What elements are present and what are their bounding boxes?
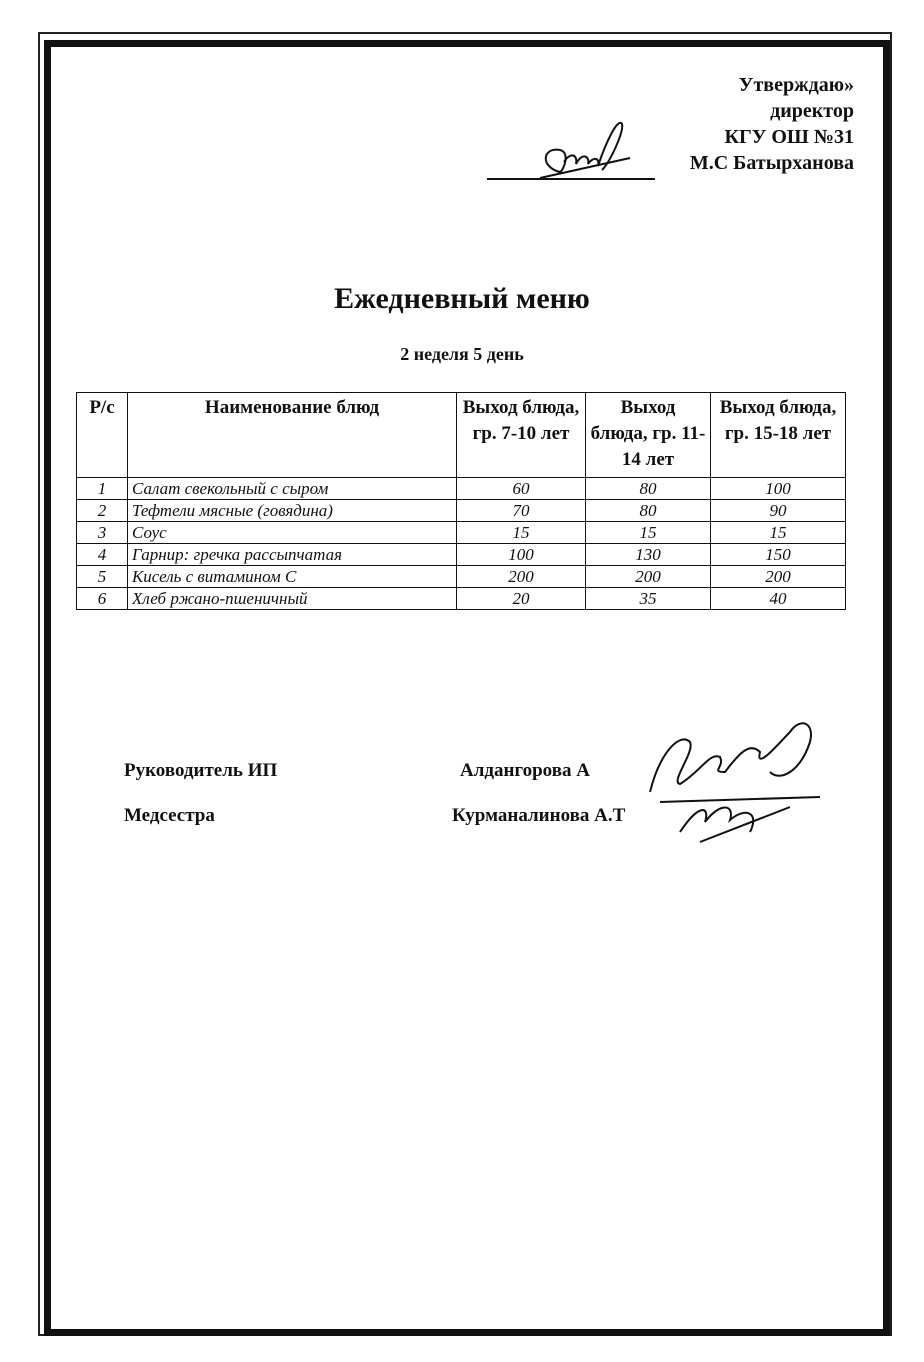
table-row <box>77 478 846 500</box>
cell-yield-15-18: 100 <box>711 478 846 500</box>
cell-yield-15-18: 40 <box>711 588 846 610</box>
cell-yield-15-18: 150 <box>711 544 846 566</box>
cell-index: 6 <box>77 588 128 610</box>
cell-index: 4 <box>77 544 128 566</box>
header-dish-name: Наименование блюд <box>128 393 457 478</box>
cell-dish-name: Тефтели мясные (говядина) <box>128 500 457 522</box>
page-subtitle: 2 неделя 5 день <box>400 344 524 364</box>
cell-yield-15-18: 200 <box>711 566 846 588</box>
header-yield-11-14: Выход блюда, гр. 11-14 лет <box>586 393 711 478</box>
approval-line: Утверждаю» <box>738 74 854 96</box>
menu-table <box>76 392 846 610</box>
table-header-row <box>77 393 846 478</box>
approval-organization: КГУ ОШ №31 <box>724 126 854 148</box>
cell-yield-7-10: 20 <box>457 588 586 610</box>
staff-signatures <box>640 712 830 852</box>
cell-index: 3 <box>77 522 128 544</box>
name-nurse: Курманалинова А.Т <box>452 805 626 826</box>
header-index: Р/с <box>77 393 128 478</box>
header-yield-7-10: Выход блюда, гр. 7-10 лет <box>457 393 586 478</box>
role-nurse: Медсестра <box>124 805 215 826</box>
cell-yield-7-10: 60 <box>457 478 586 500</box>
cell-yield-7-10: 15 <box>457 522 586 544</box>
cell-dish-name: Кисель с витамином С <box>128 566 457 588</box>
role-head: Руководитель ИП <box>124 760 278 781</box>
director-signature <box>530 112 640 182</box>
table-row <box>77 544 846 566</box>
cell-dish-name: Салат свекольный с сыром <box>128 478 457 500</box>
cell-dish-name: Хлеб ржано-пшеничный <box>128 588 457 610</box>
cell-yield-15-18: 90 <box>711 500 846 522</box>
cell-yield-7-10: 200 <box>457 566 586 588</box>
cell-yield-11-14: 80 <box>586 478 711 500</box>
page-border-inner <box>44 40 890 1336</box>
name-head: Алдангорова А <box>460 760 590 781</box>
table-row <box>77 522 846 544</box>
table-row <box>77 566 846 588</box>
table-row <box>77 500 846 522</box>
cell-index: 1 <box>77 478 128 500</box>
page-title: Ежедневный меню <box>334 282 590 315</box>
cell-yield-11-14: 15 <box>586 522 711 544</box>
approval-block <box>690 72 854 176</box>
header-yield-15-18: Выход блюда, гр. 15-18 лет <box>711 393 846 478</box>
cell-index: 5 <box>77 566 128 588</box>
cell-yield-11-14: 35 <box>586 588 711 610</box>
cell-dish-name: Гарнир: гречка рассыпчатая <box>128 544 457 566</box>
cell-dish-name: Соус <box>128 522 457 544</box>
table-row <box>77 588 846 610</box>
cell-yield-7-10: 70 <box>457 500 586 522</box>
cell-yield-15-18: 15 <box>711 522 846 544</box>
cell-yield-11-14: 130 <box>586 544 711 566</box>
cell-yield-11-14: 80 <box>586 500 711 522</box>
cell-index: 2 <box>77 500 128 522</box>
approval-position: директор <box>770 100 854 122</box>
approval-name: М.С Батырханова <box>689 152 854 174</box>
cell-yield-7-10: 100 <box>457 544 586 566</box>
cell-yield-11-14: 200 <box>586 566 711 588</box>
